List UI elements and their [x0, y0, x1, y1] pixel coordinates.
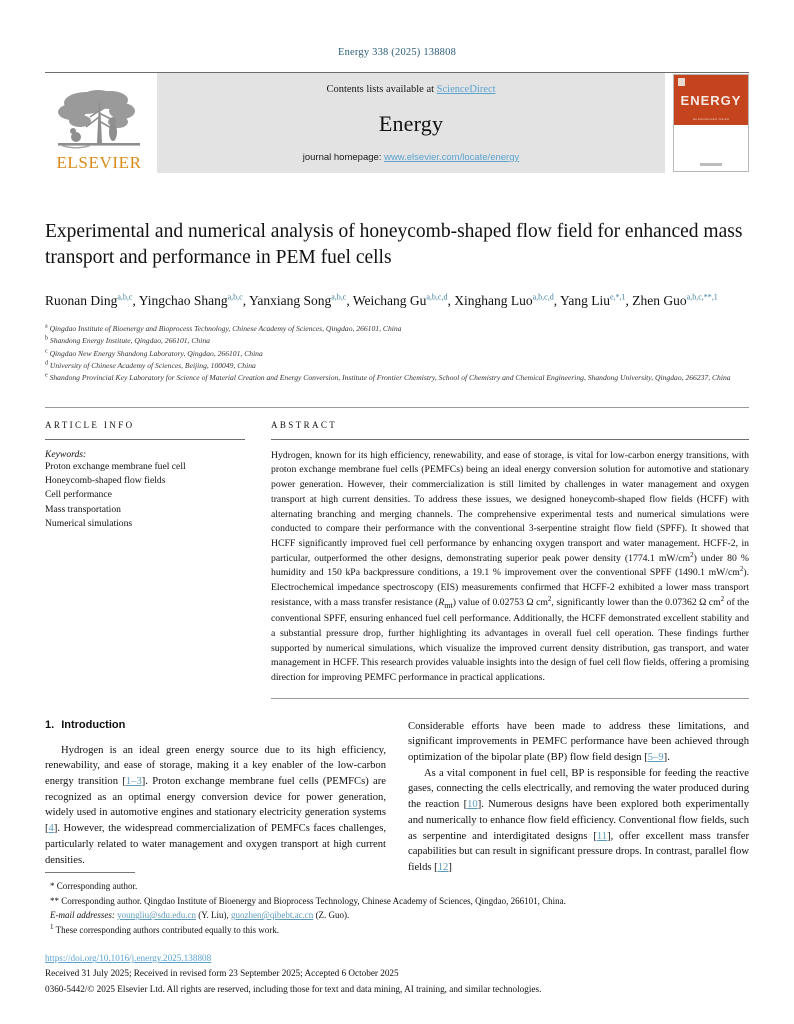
- section-title: Introduction: [61, 718, 126, 731]
- affiliation-text: Shandong Provincial Key Laboratory for Science of Material Creation and Energy Conversion, Institute of Frontier Chemistry, School of Chemistry and Chemical Engineering, Shandong University, Qingdao, 266237, China: [49, 373, 731, 383]
- affiliation-item: [45, 348, 749, 360]
- journal-title: Energy: [378, 110, 444, 136]
- abstract-superscript: 2: [720, 594, 725, 603]
- affiliation-mark: b: [45, 335, 48, 342]
- citation-link[interactable]: 4: [48, 823, 54, 835]
- author-entry: [353, 293, 454, 308]
- author-separator: ,: [625, 292, 633, 308]
- paragraph-part: ]: [448, 861, 452, 873]
- citation-link[interactable]: 11: [596, 830, 608, 842]
- author-name: Yanxiang Song: [248, 292, 332, 308]
- section-number: 1.: [45, 718, 55, 731]
- abstract-part: ) value of 0.02753 Ω cm: [452, 596, 548, 608]
- affiliation-list: [45, 323, 749, 384]
- footnote-text: These corresponding authors contributed equally to this work.: [53, 924, 280, 935]
- citation-link[interactable]: 10: [467, 799, 478, 811]
- affiliation-item: [45, 372, 749, 384]
- keywords-list: [45, 460, 245, 532]
- affiliation-mark: e: [45, 372, 48, 379]
- info-abstract-block: [45, 407, 749, 699]
- abstract-column: [271, 420, 749, 699]
- body-column-left: [45, 719, 386, 876]
- author-entry: [560, 293, 632, 308]
- author-list: [45, 291, 749, 311]
- paragraph-part: ], offer excellent mass transfer capabilities but can result in significant pressure drops. In contrast, parallel flow fields [: [408, 830, 750, 873]
- affiliation-mark: c: [45, 348, 48, 355]
- abstract-part: ). Electrochemical impedance spectroscopy (EIS) measurements confirmed that HCFF-2 exhibited a lower mass transport resistance, with a mass transfer resistance (: [271, 567, 749, 608]
- keyword-item: Cell performance: [45, 489, 112, 501]
- citation-link[interactable]: 5–9: [647, 752, 664, 764]
- author-separator: ,: [346, 292, 353, 308]
- contents-available-line: [326, 84, 495, 95]
- paragraph-part: ]. Numerous designs have been explored both experimentally and numerically to enhance flow field efficiency. Conventional flow fields, such as serpentine and interdigitated designs [: [408, 799, 749, 842]
- article-info-heading: ARTICLE INFO: [45, 419, 135, 430]
- footnote-corresponding-author-2: [45, 894, 749, 909]
- abstract-superscript: 2: [547, 594, 552, 603]
- author-name: Ruonan Ding: [45, 292, 118, 308]
- abstract-symbol: R: [438, 596, 445, 608]
- body-column-right: [408, 719, 749, 876]
- author-affil-marks: a,b,c,d: [426, 292, 448, 302]
- author-affil-marks: a,b,c,d: [532, 292, 554, 302]
- abstract-part: , significantly lower than the 0.07362 Ω cm: [551, 596, 721, 608]
- paragraph-part: ]. However, the widespread commercialization of PEMFCs faces challenges, particularly related to water management and oxygen transport at high current densities.: [45, 823, 386, 866]
- affiliation-item: [45, 360, 749, 372]
- author-separator: ,: [447, 292, 455, 308]
- received-dates: Received 31 July 2025; Received in revised form 23 September 2025; Accepted 6 October 2025: [45, 968, 399, 979]
- author-entry: [249, 293, 353, 308]
- section-heading-introduction: [45, 719, 386, 731]
- paragraph: [408, 719, 749, 766]
- paragraph: [408, 766, 749, 876]
- abstract-bottom-rule: [271, 698, 749, 699]
- abstract-superscript: 2: [690, 550, 694, 559]
- journal-band: [157, 73, 665, 173]
- cover-caption: An International Journal: [692, 117, 730, 121]
- paragraph-part: Considerable efforts have been made to address these limitations, and significant improvements in PEMFC performance have been achieved through optimization of the bipolar plate (BP) flow field design [: [408, 720, 749, 764]
- copyright-line: 0360-5442/© 2025 Elsevier Ltd. All rights are reserved, including those for text and data mining, AI training, and similar technologies.: [45, 983, 542, 994]
- author-affil-marks: a,b,c: [117, 292, 133, 302]
- keywords-label: Keywords:: [45, 448, 87, 460]
- author-name: Weichang Gu: [352, 292, 427, 308]
- elsevier-wordmark: ELSEVIER: [56, 153, 142, 172]
- keyword-item: Numerical simulations: [45, 518, 133, 530]
- author-name: Zhen Guo: [632, 292, 687, 308]
- journal-cover-thumbnail: [673, 74, 749, 172]
- abstract-rule: [271, 439, 749, 440]
- email-owner: (Z. Guo).: [313, 910, 350, 921]
- email-owner: (Y. Liu),: [195, 910, 232, 921]
- author-entry: [454, 293, 560, 308]
- affiliation-mark: a: [45, 323, 48, 330]
- article-info-column: [45, 420, 245, 699]
- affiliation-mark: d: [45, 360, 48, 367]
- paragraph: [45, 743, 386, 868]
- affiliation-item: [45, 335, 749, 347]
- email-link-liu[interactable]: youngliu@sdu.edu.cn: [117, 910, 196, 921]
- footnote-block: [45, 872, 749, 997]
- affiliation-text: Qingdao New Energy Shandong Laboratory, Qingdao, 266101, China: [49, 348, 263, 358]
- author-entry: [632, 293, 717, 308]
- journal-homepage-link[interactable]: www.elsevier.com/locate/energy: [384, 152, 520, 163]
- email-label: E-mail addresses:: [50, 910, 115, 921]
- doi-link[interactable]: https://doi.org/10.1016/j.energy.2025.138808: [45, 953, 212, 964]
- page-title: Experimental and numerical analysis of honeycomb-shaped flow field for enhanced mass transport and performance in PEM fuel cells: [45, 221, 743, 268]
- affiliation-text: University of Chinese Academy of Sciences, Beijing, 100049, China: [49, 360, 256, 370]
- author-separator: ,: [553, 292, 560, 308]
- abstract-part: ) under 80 % humidity and 150 kPa backpressure conditions, a 19.1 % improvement over the conventional SPFF (1490.1 mW/cm: [271, 552, 749, 579]
- affiliation-item: [45, 323, 749, 335]
- author-name: Yingchao Shang: [138, 292, 228, 308]
- cover-corner-mark: [678, 78, 685, 86]
- footnote-rule: [45, 872, 135, 873]
- body-columns: [45, 719, 749, 876]
- footnote-mark: **: [50, 895, 59, 906]
- running-head: Energy 338 (2025) 138808: [337, 47, 457, 58]
- contents-prefix: Contents lists available at: [326, 84, 437, 95]
- affiliation-text: Qingdao Institute of Bioenergy and Bioprocess Technology, Chinese Academy of Sciences, Qingdao, 266101, China: [49, 324, 402, 334]
- footnote-text: Corresponding author. Qingdao Institute of Bioenergy and Bioprocess Technology, Chinese Academy of Sciences, Qingdao, 266101, China.: [59, 895, 566, 906]
- affiliation-text: Shandong Energy Institute, Qingdao, 266101, China: [49, 336, 210, 346]
- author-entry: [45, 293, 139, 308]
- footnote-mark: *: [50, 881, 55, 891]
- abstract-part: Hydrogen, known for its high efficiency, renewability, and ease of storage, is vital for low-carbon energy transitions, with proton exchange membrane fuel cells (PEMFCs) being an ideal energy conversion solution for automotive and stationary power generation. However, their commercialization is still limited by challenges in water management and oxygen transport at high current densities. To address these issues, we designed honeycomb-shaped flow fields (HCFF) with alternating branching and merging channels. The comprehensive experimental tests and numerical simulations were conducted to compare their performance with the conventional 3-serpentine straight flow field (SPFF). It showed that HCFF significantly improved fuel cell performance by enhancing oxygen transport and water management. HCFF-2, in particular, outperformed the other designs, demonstrating superior peak power density (1774.1 mW/cm: [271, 449, 749, 564]
- author-affil-marks: a,b,c: [331, 292, 347, 302]
- citation-link[interactable]: 1–3: [125, 776, 142, 788]
- abstract-subscript: mt: [444, 600, 453, 610]
- cover-footer-mark: [700, 163, 722, 166]
- homepage-prefix: journal homepage:: [302, 152, 385, 163]
- cover-journal-word: ENERGY: [680, 92, 742, 108]
- paragraph-part: As a vital component in fuel cell, BP is responsible for feeding the reactive gases, connecting the cells electrically, and removing the water produced during the reaction [: [408, 767, 749, 811]
- author-entry: [139, 293, 249, 308]
- article-info-rule: [45, 439, 245, 440]
- citation-link[interactable]: 12: [437, 861, 449, 873]
- keyword-item: Proton exchange membrane fuel cell: [45, 460, 186, 472]
- journal-masthead: [45, 72, 749, 173]
- abstract-heading: ABSTRACT: [271, 419, 338, 430]
- abstract-part: of the conventional SPFF, ensuring enhanced fuel cell performance. Additionally, the HCFF demonstrated excellent stability and a substantial pressure drop, further highlighting its advantages in overall fuel cell operation. These findings further supported by numerical simulations, which visualize the improved current density distribution, gas transport, and water management in HCFF. This research provides valuable insights into the design of fuel cell flow fields, offering a promising direction for improving PEMFC performance in practical applications.: [271, 596, 749, 684]
- publication-tail: [45, 951, 749, 997]
- author-separator: ,: [132, 292, 139, 308]
- footnote-equal-contribution: [45, 923, 749, 938]
- journal-homepage-line: [303, 152, 520, 163]
- author-affil-marks: e,*,1: [609, 292, 626, 302]
- author-name: Yang Liu: [559, 292, 610, 308]
- footnote-text: Corresponding author.: [54, 881, 138, 891]
- keyword-item: Mass transportation: [45, 503, 121, 515]
- author-name: Xinghang Luo: [454, 292, 533, 308]
- cover-top-band: [674, 75, 748, 125]
- abstract-superscript: 2: [739, 565, 744, 574]
- footnote-mark: 1: [50, 922, 54, 931]
- author-separator: ,: [242, 292, 249, 308]
- elsevier-tree-icon: [56, 87, 142, 153]
- paragraph-part: Hydrogen is an ideal green energy source due to its high efficiency, renewability, and ease of storage, making it a key enabler of the low-carbon energy transition [: [45, 744, 386, 788]
- paragraph-part: ]. Proton exchange membrane fuel cells (PEMFCs) are recognized as an optimal energy conversion device for power generation, widely used in automotive engines and stationary electricity generation systems [: [45, 776, 386, 835]
- cover-bottom-area: [674, 125, 748, 171]
- abstract-body: [271, 449, 749, 686]
- email-link-guo[interactable]: guozhen@qibebt.ac.cn: [231, 910, 314, 921]
- paragraph-part: ].: [663, 752, 670, 764]
- footnote-corresponding-author-1: [45, 879, 749, 894]
- author-affil-marks: a,b,c,**,1: [686, 292, 718, 302]
- author-affil-marks: a,b,c: [227, 292, 243, 302]
- sciencedirect-link[interactable]: ScienceDirect: [436, 84, 496, 95]
- footnote-email-addresses: [45, 908, 749, 923]
- keyword-item: Honeycomb-shaped flow fields: [45, 474, 166, 486]
- elsevier-logo: [45, 73, 153, 173]
